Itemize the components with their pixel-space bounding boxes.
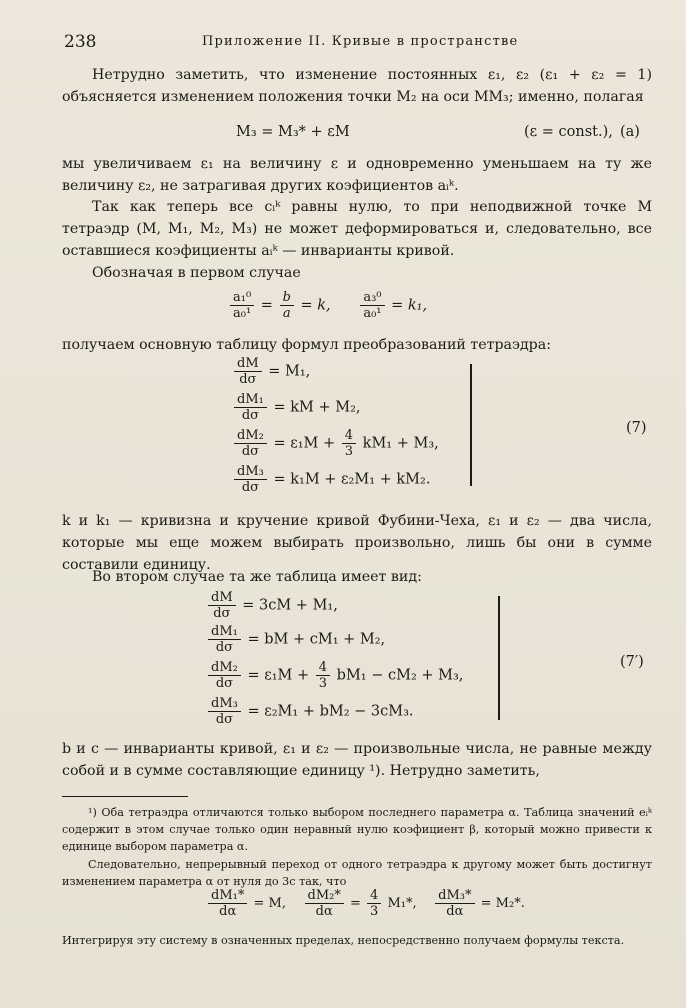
- system-row: $\frac{\text{dM₁}}{d\sigma}$ = kM + M₂,: [232, 392, 361, 423]
- paragraph-5: получаем основную таблицу формул преобразований тетраэдра:: [62, 337, 552, 353]
- system-row: $\frac{\text{dM₃}}{d\sigma}$ = ε₂M₁ + bM₂ − 3cM₃.: [206, 696, 414, 727]
- page-header: [64, 32, 634, 52]
- fraction: $\frac{\text{a₃⁰}}{\text{a₀¹}}$: [360, 290, 384, 321]
- equation-7-prime-tag: (7′): [620, 654, 644, 670]
- equation-a: M₃ = M₃* + εM: [236, 124, 350, 140]
- system-row: $\frac{dM}{d\sigma}$ = 3cM + M₁,: [206, 590, 338, 621]
- footnote-2: Следовательно, непрерывный переход от одного тетраэдра к другому может быть достигнут изменением параметра α от нуля до 3c так, что: [62, 858, 652, 888]
- equation-a-tag: (a): [620, 124, 640, 140]
- footnote-rule: [62, 796, 188, 797]
- footnote-equation: $\frac{\text{dM₁*}}{d\alpha}$ = M, $\frac{\text{dM₂*}}{d\alpha}$ = $\frac{4}{3}$ M₁*, $\frac{\text{dM₃*}}{d\alpha}$ = M₂*.: [206, 888, 525, 919]
- page-number: 238: [64, 32, 97, 52]
- running-head: Приложение II. Кривые в пространстве: [202, 34, 519, 49]
- fraction: $\frac{b}{a}$: [280, 290, 294, 321]
- paragraph-8: b и c — инварианты кривой, ε₁ и ε₂ — произвольные числа, не равные между собой и в сумме составляющие единицу ¹). Нетрудно заметить,: [62, 741, 652, 779]
- system-row: $\frac{\text{dM₁}}{d\sigma}$ = bM + cM₁ + M₂,: [206, 624, 385, 655]
- formula-system-7: [232, 356, 632, 496]
- footnote-3: Интегрируя эту систему в означенных пределах, непосредственно получаем формулы текста.: [62, 934, 625, 947]
- system-row: $\frac{\text{dM₂}}{d\sigma}$ = ε₁M + $\frac{4}{3}$ bM₁ − cM₂ + M₃,: [206, 660, 463, 691]
- system-bracket: [498, 596, 500, 720]
- equation-a-condition: (ε = const.),: [524, 124, 613, 140]
- paragraph-3: Так как теперь все cᵢᵏ равны нулю, то при неподвижной точке M тетраэдр (M, M₁, M₂, M₃) не может деформироваться и, следовательно, все оставшиеся коэфициенты aᵢᵏ — инварианты кривой.: [62, 199, 652, 259]
- paragraph-4: Обозначая в первом случае: [92, 265, 301, 281]
- formula-system-7-prime: [206, 590, 646, 730]
- system-row: $\frac{dM}{d\sigma}$ = M₁,: [232, 356, 310, 387]
- fraction: $\frac{\text{a₁⁰}}{\text{a₀¹}}$: [230, 290, 254, 321]
- paragraph-6: k и k₁ — кривизна и кручение кривой Фубини-Чеха, ε₁ и ε₂ — два числа, которые мы еще можем выбирать произвольно, лишь бы они в сумме составили единицу.: [62, 513, 652, 573]
- equation-7-tag: (7): [626, 420, 647, 436]
- paragraph-7: Во втором случае та же таблица имеет вид:: [92, 569, 422, 585]
- paragraph-2: мы увеличиваем ε₁ на величину ε и одновременно уменьшаем на ту же величину ε₂, не затрагивая других коэфициентов aᵢᵏ.: [62, 156, 652, 194]
- paragraph-1: Нетрудно заметить, что изменение постоянных ε₁, ε₂ (ε₁ + ε₂ = 1) объясняется изменением положения точки M₂ на оси MM₃; именно, полагая: [62, 67, 652, 105]
- footnote-1: ¹) Оба тетраэдра отличаются только выбором последнего параметра α. Таблица значений eᵢᵏ содержит в этом случае только один неравный нулю коэфициент β, который можно привести к единице выбором параметра α.: [62, 806, 652, 853]
- system-row: $\frac{\text{dM₃}}{d\sigma}$ = k₁M + ε₂M₁ + kM₂.: [232, 464, 430, 495]
- system-bracket: [470, 364, 472, 486]
- equation-k: $\frac{\text{a₁⁰}}{\text{a₀¹}}$ = $\frac{b}{a}$ = k, $\frac{\text{a₃⁰}}{\text{a₀¹}}$ = k₁,: [228, 290, 427, 321]
- system-row: $\frac{\text{dM₂}}{d\sigma}$ = ε₁M + $\frac{4}{3}$ kM₁ + M₃,: [232, 428, 439, 459]
